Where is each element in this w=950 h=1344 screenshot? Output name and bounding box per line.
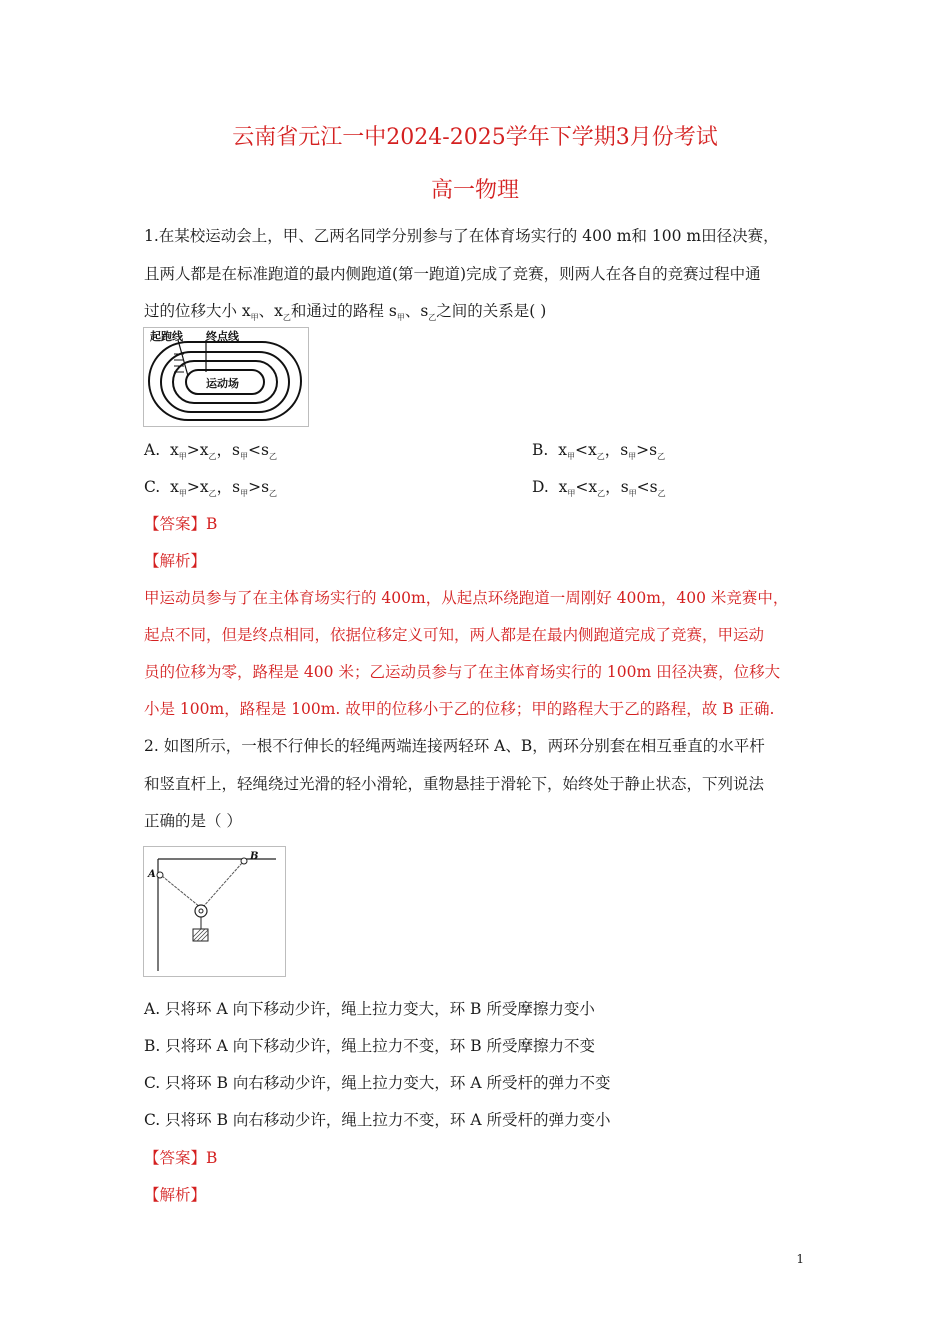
- rope-right: [203, 863, 242, 907]
- q2-option-a: A. 只将环 A 向下移动少许，绳上拉力变大，环 B 所受摩擦力变小: [144, 1000, 595, 1018]
- label-b: B: [250, 851, 259, 862]
- q1-track-figure: [143, 327, 309, 427]
- track-diagram: [144, 328, 308, 426]
- q1-stem-line-1: 1.在某校运动会上，甲、乙两名同学分别参与了在体育场实行的 400 m和 100 m田径决赛，: [144, 227, 779, 245]
- start-line-label: 起跑线: [150, 330, 183, 343]
- finish-line-label: 终点线: [206, 330, 239, 343]
- rope-left: [162, 876, 200, 907]
- q1-option-c: C. $x_甲>x_乙$，$s_甲>s_乙$: [144, 478, 278, 498]
- q1-analysis-line-4: 小是 100m，路程是 100m. 故甲的位移小于乙的位移；甲的路程大于乙的路程，故 B 正确.: [144, 700, 775, 718]
- q1-stem-line-2: 且两人都是在标准跑道的最内侧跑道(第一跑道)完成了竞赛，则两人在各自的竞赛过程中通: [144, 265, 761, 283]
- label-a: A: [148, 869, 156, 880]
- q2-option-c: C. 只将环 B 向右移动少许，绳上拉力变大，环 A 所受杆的弹力不变: [144, 1074, 611, 1092]
- document-title: 云南省元江一中2024-2025学年下学期3月份考试: [232, 125, 718, 150]
- q1-analysis-line-2: 起点不同，但是终点相同，依据位移定义可知，两人都是在最内侧跑道完成了竞赛，甲运动: [144, 626, 765, 644]
- pulley: [195, 905, 207, 917]
- q2-option-d: C. 只将环 B 向右移动少许，绳上拉力不变，环 A 所受杆的弹力变小: [144, 1111, 611, 1129]
- q2-analysis-label: 【解析】: [144, 1186, 207, 1204]
- q2-option-b: B. 只将环 A 向下移动少许，绳上拉力不变，环 B 所受摩擦力不变: [144, 1037, 596, 1055]
- q1-analysis-line-1: 甲运动员参与了在主体育场实行的 400m，从起点环绕跑道一周刚好 400m，400 米竞赛中，: [144, 589, 789, 607]
- q2-stem-line-2: 和竖直杆上，轻绳绕过光滑的轻小滑轮，重物悬挂于滑轮下，始终处于静止状态，下列说法: [144, 775, 765, 793]
- document-subtitle: 高一物理: [430, 178, 519, 203]
- q1-option-d: D. $x_甲<x_乙$，$s_甲<s_乙$: [532, 478, 666, 498]
- q2-answer: 【答案】B: [144, 1149, 218, 1167]
- q1-answer: 【答案】B: [144, 515, 218, 533]
- q1-option-a: A. $x_甲>x_乙$，$s_甲<s_乙$: [144, 441, 277, 461]
- ring-a: [157, 872, 163, 878]
- page-number: 1: [796, 1252, 804, 1266]
- q2-stem-line-1: 2. 如图所示，一根不行伸长的轻绳两端连接两轻环 A、B，两环分别套在相互垂直的水平杆: [144, 737, 765, 755]
- field-label: 运动场: [206, 377, 239, 390]
- start-line-pointer: [178, 340, 188, 376]
- pulley-diagram: [144, 847, 285, 976]
- q1-option-b: B. $x_甲<x_乙$，$s_甲>s_乙$: [532, 441, 666, 461]
- q2-stem-line-3: 正确的是（ ）: [144, 812, 242, 830]
- q2-pulley-figure: [143, 846, 286, 977]
- q1-analysis-line-3: 员的位移为零，路程是 400 米；乙运动员参与了在主体育场实行的 100m 田径决赛，位移大: [144, 663, 781, 681]
- q1-analysis-label: 【解析】: [144, 552, 207, 570]
- q1-stem-line-3: 过的位移大小 $x_甲$、$x_乙$和通过的路程 $s_甲$、$s_乙$之间的关系是( ): [144, 302, 547, 322]
